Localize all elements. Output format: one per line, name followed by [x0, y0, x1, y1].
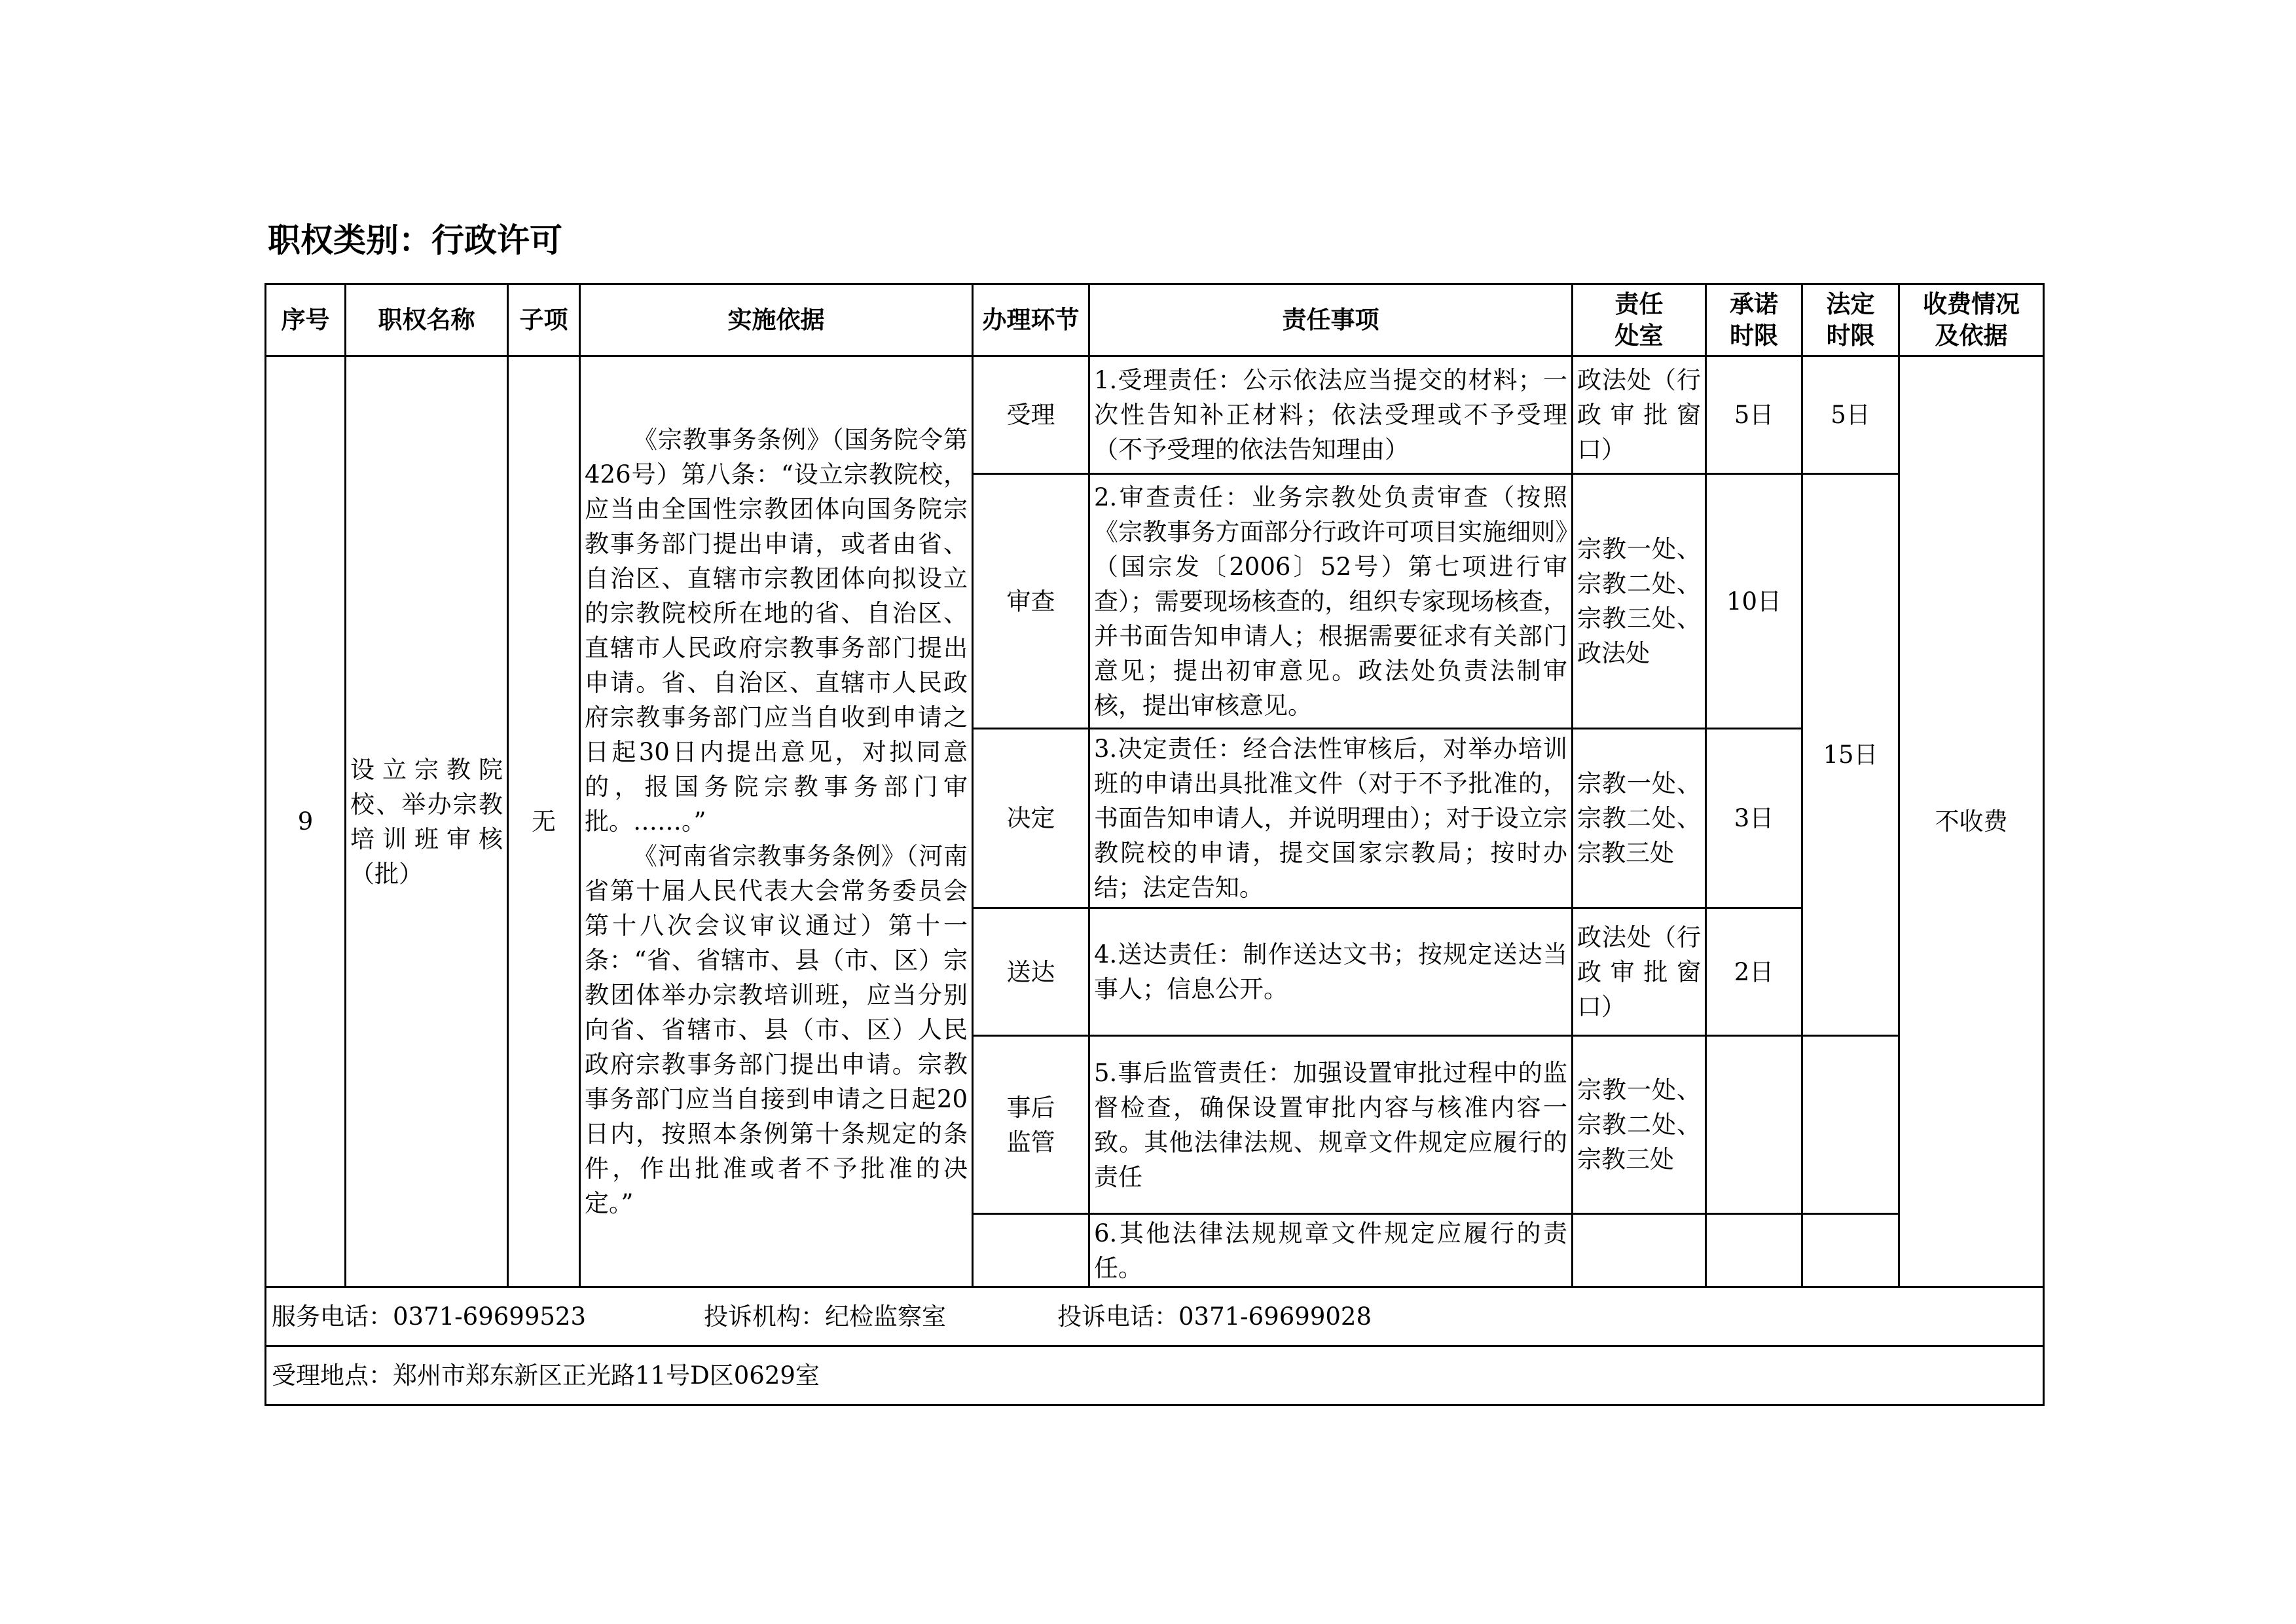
- header-office-line2: 处室: [1614, 321, 1664, 350]
- header-office-line1: 责任: [1614, 289, 1664, 318]
- header-duty: 责任事项: [1089, 284, 1573, 356]
- service-phone: 服务电话：0371-69699523: [272, 1302, 586, 1331]
- legal-limit-cell: 5日: [1802, 356, 1899, 474]
- duty-cell: 2.审查责任：业务宗教处负责审查（按照《宗教事务方面部分行政许可项目实施细则》（国宗发〔2006〕52号）第七项进行审查）；需要现场核查的，组织专家现场核查，并书面告知申请人；根据需要征求有关部门意见；提出初审意见。政法处负责法制审核，提出审核意见。: [1089, 474, 1573, 729]
- header-subitem: 子项: [508, 284, 580, 356]
- duty-cell: 1.受理责任：公示依法应当提交的材料；一次性告知补正材料；依法受理或不予受理（不予受理的依法告知理由）: [1089, 356, 1573, 474]
- office-cell: [1573, 1214, 1706, 1287]
- basis-paragraph: 《宗教事务条例》（国务院令第426号）第八条：“设立宗教院校，应当由全国性宗教团体向国务院宗教事务部门提出申请，或者由省、自治区、直辖市宗教团体向拟设立的宗教院校所在地的省、自治区、直辖市人民政府宗教事务部门提出申请。省、自治区、直辖市人民政府宗教事务部门应当自收到申请之日起30日内提出意见，对拟同意的，报国务院宗教事务部门审批。……。”: [585, 426, 968, 836]
- basis-cell: [580, 356, 973, 1287]
- office-cell: 宗教一处、宗教二处、宗教三处: [1573, 729, 1706, 908]
- header-name: 职权名称: [346, 284, 508, 356]
- footer-contact-cell: [266, 1287, 2044, 1346]
- authority-table: [264, 283, 2045, 1406]
- duty-cell: 4.送达责任：制作送达文书；按规定送达当事人；信息公开。: [1089, 908, 1573, 1036]
- office-cell: 宗教一处、宗教二处、宗教三处: [1573, 1036, 1706, 1214]
- promise-limit-cell: 5日: [1706, 356, 1802, 474]
- stage-cell: 送达: [973, 908, 1089, 1036]
- duty-cell: 6.其他法律法规规章文件规定应履行的责任。: [1089, 1214, 1573, 1287]
- header-legal-limit: [1802, 284, 1899, 356]
- header-legal-line2: 时限: [1826, 321, 1875, 350]
- office-cell: 政法处（行政审批窗口）: [1573, 356, 1706, 474]
- stage-label: 事后监管: [1006, 1093, 1055, 1156]
- duty-cell: 3.决定责任：经合法性审核后，对举办培训班的申请出具批准文件（对于不予批准的，书面告知申请人，并说明理由）；对于设立宗教院校的申请，提交国家宗教局；按时办结；法定告知。: [1089, 729, 1573, 908]
- promise-limit-cell: 3日: [1706, 729, 1802, 908]
- duty-cell: 5.事后监管责任：加强设置审批过程中的监督检查，确保设置审批内容与核准内容一致。其他法律法规、规章文件规定应履行的责任: [1089, 1036, 1573, 1214]
- header-legal-line1: 法定: [1826, 289, 1875, 318]
- header-seq: 序号: [266, 284, 346, 356]
- promise-limit-cell: [1706, 1214, 1802, 1287]
- complaint-phone: 投诉电话：0371-69699028: [1057, 1302, 1372, 1331]
- header-promise-line1: 承诺: [1730, 289, 1778, 318]
- basis-paragraph: 《河南省宗教事务条例》（河南省第十届人民代表大会常务委员会第十八次会议审议通过）第十一条：“省、省辖市、县（市、区）宗教团体举办宗教培训班，应当分别向省、省辖市、县（市、区）人民政府宗教事务部门提出申请。宗教事务部门应当自接到申请之日起20日内，按照本条例第十条规定的条件，作出批准或者不予批准的决定。”: [585, 842, 968, 1217]
- stage-cell: 审查: [973, 474, 1089, 729]
- stage-cell: 决定: [973, 729, 1089, 908]
- seq-cell: 9: [266, 356, 346, 1287]
- subitem-cell: 无: [508, 356, 580, 1287]
- header-stage: 办理环节: [973, 284, 1089, 356]
- stage-cell: [973, 1214, 1089, 1287]
- header-fee: [1899, 284, 2044, 356]
- office-cell: 政法处（行政审批窗口）: [1573, 908, 1706, 1036]
- promise-limit-cell: [1706, 1036, 1802, 1214]
- legal-limit-cell: [1802, 1214, 1899, 1287]
- header-fee-line1: 收费情况: [1923, 289, 2020, 318]
- page-title: 职权类别：行政许可: [268, 221, 562, 259]
- header-basis: 实施依据: [580, 284, 973, 356]
- legal-limit-cell: 15日: [1802, 474, 1899, 1036]
- header-promise-line2: 时限: [1730, 321, 1778, 350]
- stage-cell: 受理: [973, 356, 1089, 474]
- header-promise-limit: [1706, 284, 1802, 356]
- header-fee-line2: 及依据: [1935, 321, 2008, 350]
- footer-contact-row: [266, 1287, 2044, 1346]
- footer-address-row: [266, 1346, 2044, 1405]
- stage-cell: [973, 1036, 1089, 1214]
- footer-address-cell: [266, 1346, 2044, 1405]
- office-cell: 宗教一处、宗教二处、宗教三处、政法处: [1573, 474, 1706, 729]
- fee-cell: 不收费: [1899, 356, 2044, 1287]
- acceptance-address: 受理地点：郑州市郑东新区正光路11号D区0629室: [272, 1361, 820, 1390]
- complaint-org: 投诉机构：纪检监察室: [704, 1302, 946, 1331]
- legal-limit-cell: [1802, 1036, 1899, 1214]
- promise-limit-cell: 2日: [1706, 908, 1802, 1036]
- header-row: [266, 284, 2044, 356]
- authority-name-cell: 设立宗教院校、举办宗教培训班审核（批）: [346, 356, 508, 1287]
- stage-row-accept: [266, 356, 2044, 474]
- header-office: [1573, 284, 1706, 356]
- promise-limit-cell: 10日: [1706, 474, 1802, 729]
